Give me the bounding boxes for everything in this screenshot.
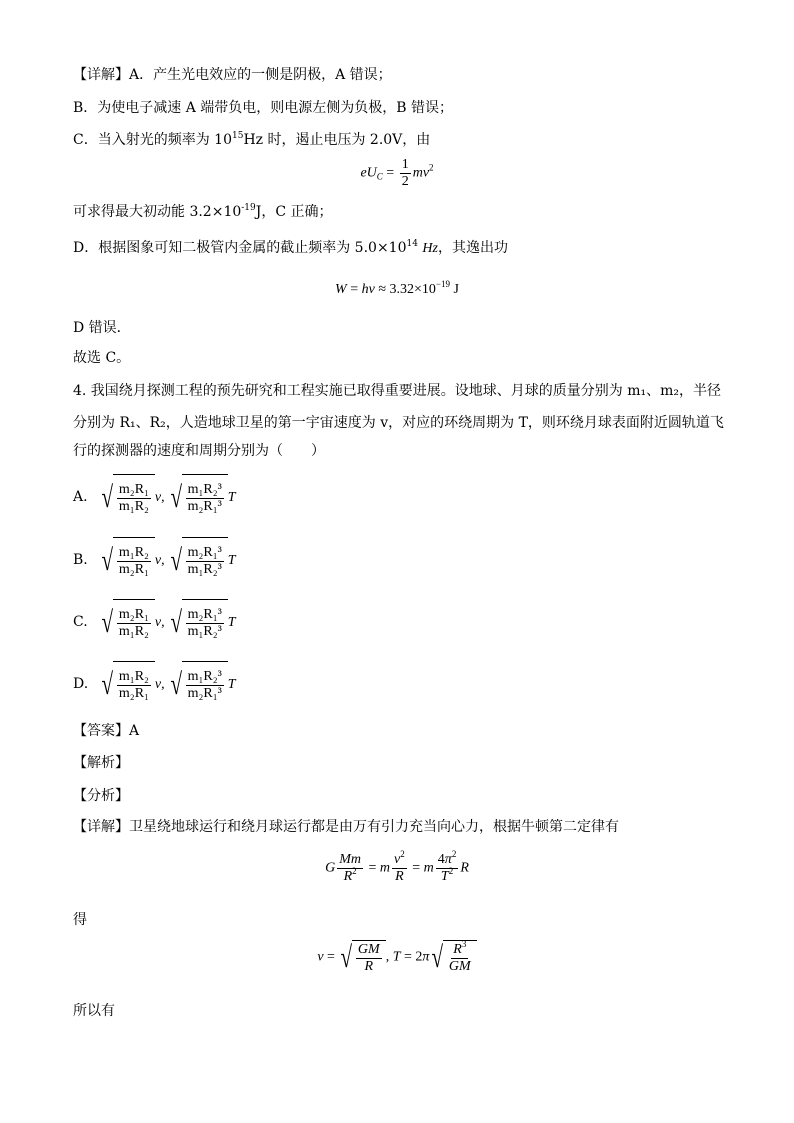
de-text: 得 (73, 912, 87, 928)
detail-line-choose: 故选 C。 (73, 350, 131, 366)
question-line-2: 分别为 R₁、R₂，人造地球卫星的第一宇宙速度为 v，对应的环绕周期为 T，则环绕月球表面附近圆轨道飞 (73, 415, 724, 431)
detail-line-b: B．为使电子减速 A 端带负电，则电源左侧为负极，B 错误； (73, 100, 454, 116)
formula-gravitation: G $\frac{Mm}{R^2}$ = m $\frac{v^2}{R}$ = m $\frac{4\pi^2}{T^2}$ R (325, 849, 469, 884)
option-d[interactable]: D. √ $\frac{\text{m₁R₂}}{\text{m₂R₁}}$ v, √ $\frac{\text{m₁R₂³}}{\text{m₂R₁³}}$ T (73, 661, 236, 709)
detail-line-kinetic: 可求得最大初动能 $3.2\times 10^{-19}J$，C 正确； (73, 203, 333, 220)
question-line-3: 行的探测器的速度和周期分别为（ ） (73, 443, 325, 459)
option-a[interactable]: A. √ $\frac{\text{m₂R₁}}{\text{m₁R₂}}$ v, √ $\frac{\text{m₁R₂³}}{\text{m₂R₁³}}$ T (73, 474, 236, 522)
detail-explanation: 【详解】卫星绕地球运行和绕月球运行都是由万有引力充当向心力，根据牛顿第二定律有 (73, 819, 619, 835)
detail-line-c: C．当入射光的频率为 $10^{15}Hz$ 时，遏止电压为 2.0V，由 (73, 131, 431, 148)
answer-value: A (129, 723, 140, 739)
analysis-tag: 【解析】 (73, 755, 129, 771)
option-b[interactable]: B. √ $\frac{\text{m₁R₂}}{\text{m₂R₁}}$ v, √ $\frac{\text{m₂R₁³}}{\text{m₁R₂³}}$ T (73, 537, 236, 585)
formula-velocity-period: v = √ $\frac{GM}{R}$ , T = 2π √ $\frac{R^3}{GM}$ (0, 940, 794, 975)
formula-stopping-voltage: $eU_C$ = $\frac{1}{2}$ $mv^2$ (360, 157, 434, 189)
detail-line-a: 【详解】A．产生光电效应的一侧是阴极，A 错误； (73, 67, 392, 83)
answer-tag: 【答案】 (73, 723, 129, 739)
option-c[interactable]: C. √ $\frac{\text{m₂R₁}}{\text{m₁R₂}}$ v, √ $\frac{\text{m₂R₁³}}{\text{m₁R₂³}}$ T (73, 599, 236, 647)
answer-line (73, 721, 139, 741)
suoyi-text: 所以有 (73, 1003, 115, 1019)
detail-line-d-wrong: D 错误． (73, 320, 131, 336)
formula-work-function: $W = h\nu \approx 3.32\times 10^{-19}$ J (335, 279, 459, 297)
detail-line-d: D．根据图象可知二极管内金属的截止频率为 $5.0\times 10^{14}$ Hz，其逸出功 (73, 239, 508, 256)
question-line-1: 4. 我国绕月探测工程的预先研究和工程实施已取得重要进展。设地球、月球的质量分别为 m₁、m₂，半径 (73, 383, 722, 399)
fenxi-tag: 【分析】 (73, 788, 129, 804)
